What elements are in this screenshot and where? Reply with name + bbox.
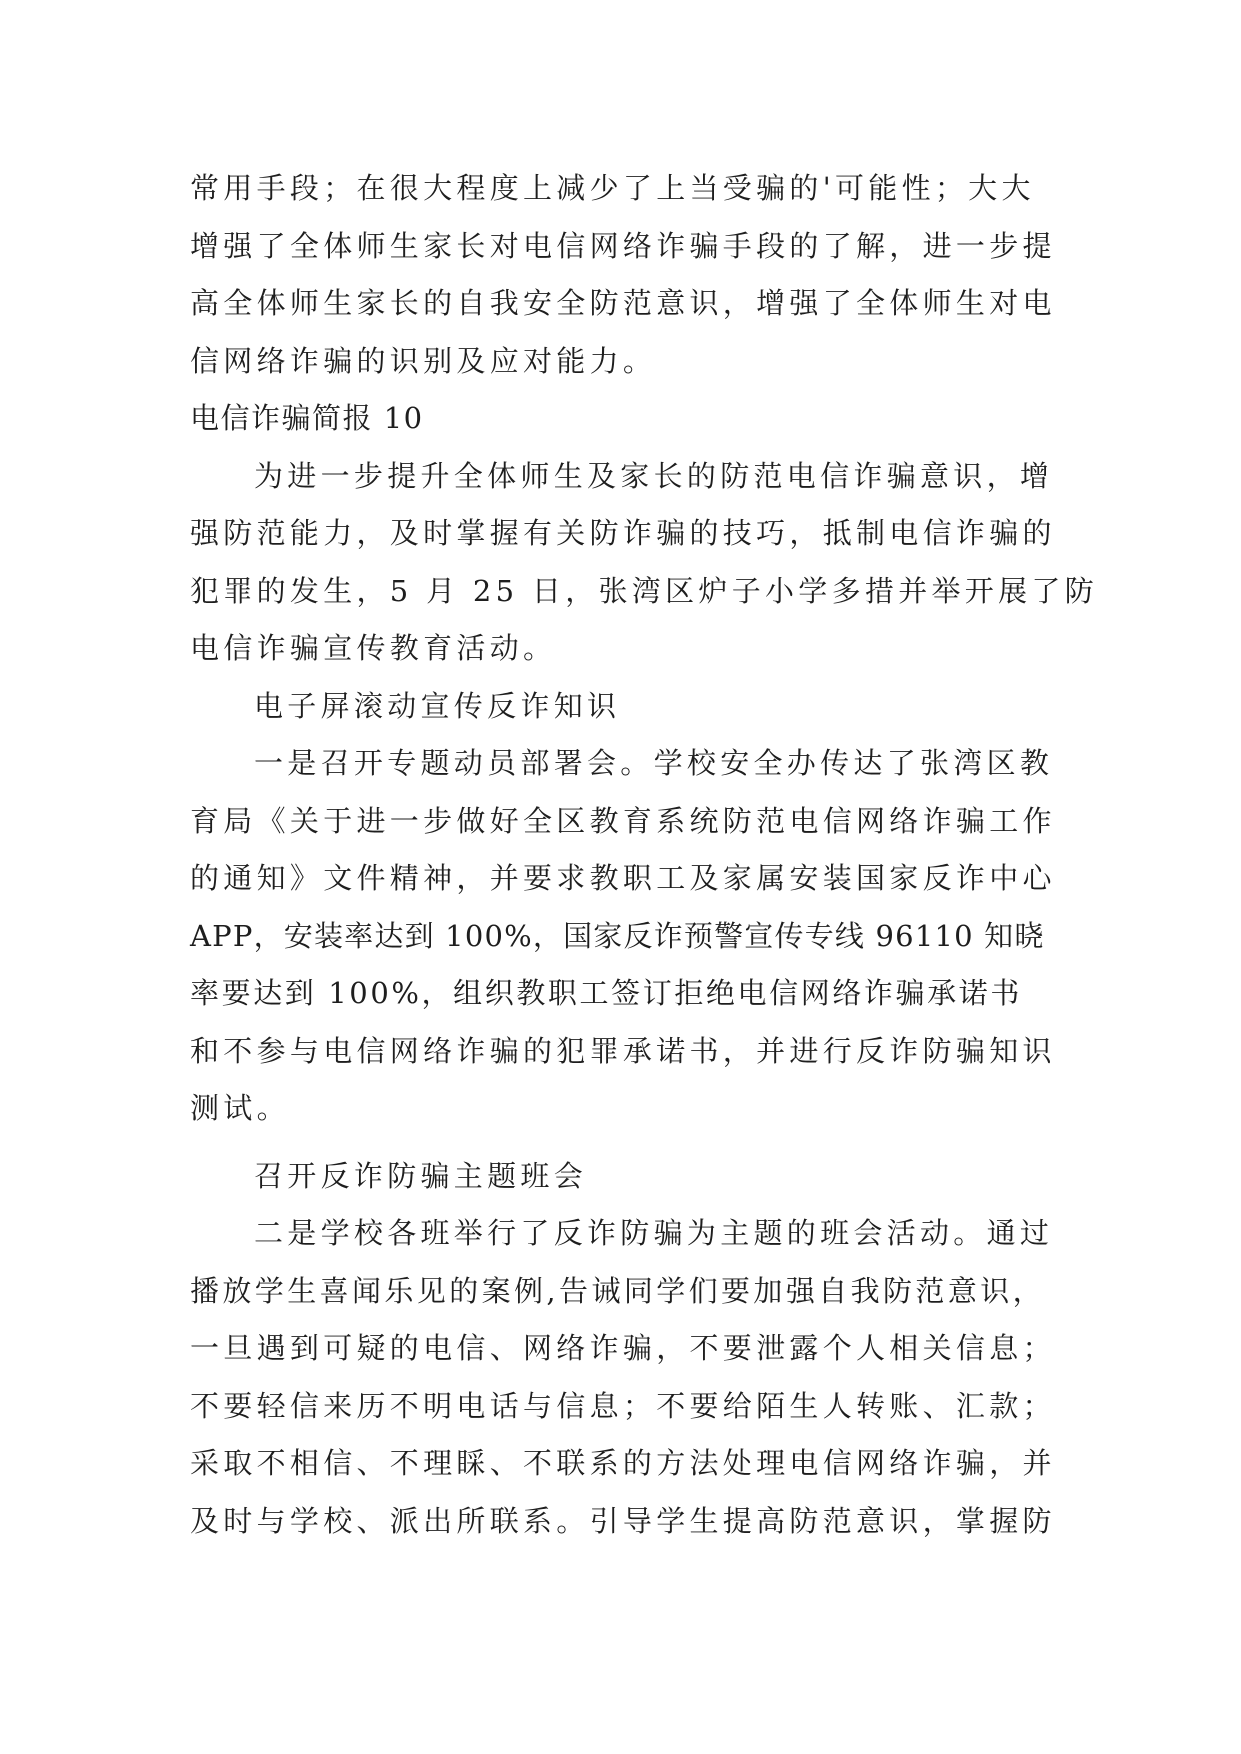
paragraph-line: APP，安装率达到 100%，国家反诈预警宣传专线 96110 知晓 (190, 918, 1045, 953)
paragraph-line: 高全体师生家长的自我安全防范意识，增强了全体师生对电 (190, 286, 1056, 320)
paragraph-line: 率要达到 100%，组织教职工签订拒绝电信网络诈骗承诺书 (190, 976, 1022, 1010)
paragraph-line: 不要轻信来历不明电话与信息；不要给陌生人转账、汇款； (190, 1388, 1056, 1423)
document-body (190, 160, 1099, 1550)
paragraph-line: 电信诈骗宣传教育活动。 (190, 631, 557, 665)
image-caption: 召开反诈防骗主题班会 (254, 1158, 588, 1193)
paragraph-line: 播放学生喜闻乐见的案例,告诫同学们要加强自我防范意识， (190, 1273, 1046, 1308)
paragraph-line: 常用手段；在很大程度上减少了上当受骗的'可能性；大大 (190, 171, 1035, 205)
paragraph-line: 犯罪的发生，5 月 25 日，张湾区炉子小学多措并举开展了防 (190, 573, 1099, 608)
paragraph-line: 信网络诈骗的识别及应对能力。 (190, 343, 657, 378)
paragraph-line: 一是召开专题动员部署会。学校安全办传达了张湾区教 (254, 746, 1054, 780)
paragraph-line: 一旦遇到可疑的电信、网络诈骗，不要泄露个人相关信息； (190, 1331, 1056, 1365)
section-title: 电信诈骗简报 10 (190, 401, 424, 435)
paragraph-line: 强防范能力，及时掌握有关防诈骗的技巧，抵制电信诈骗的 (190, 516, 1056, 550)
paragraph-line: 二是学校各班举行了反诈防骗为主题的班会活动。通过 (254, 1216, 1054, 1250)
paragraph-line: 和不参与电信网络诈骗的犯罪承诺书，并进行反诈防骗知识 (190, 1033, 1056, 1068)
paragraph-line: 育局《关于进一步做好全区教育系统防范电信网络诈骗工作 (190, 803, 1056, 838)
paragraph-line: 测试。 (190, 1091, 290, 1125)
paragraph-line: 采取不相信、不理睬、不联系的方法处理电信网络诈骗，并 (190, 1446, 1056, 1480)
paragraph-line: 的通知》文件精神，并要求教职工及家属安装国家反诈中心 (190, 861, 1056, 895)
paragraph-line: 及时与学校、派出所联系。引导学生提高防范意识，掌握防 (190, 1503, 1056, 1538)
paragraph-line: 增强了全体师生家长对电信网络诈骗手段的了解，进一步提 (190, 228, 1056, 263)
image-caption: 电子屏滚动宣传反诈知识 (254, 688, 621, 723)
paragraph-line: 为进一步提升全体师生及家长的防范电信诈骗意识，增 (254, 458, 1054, 493)
